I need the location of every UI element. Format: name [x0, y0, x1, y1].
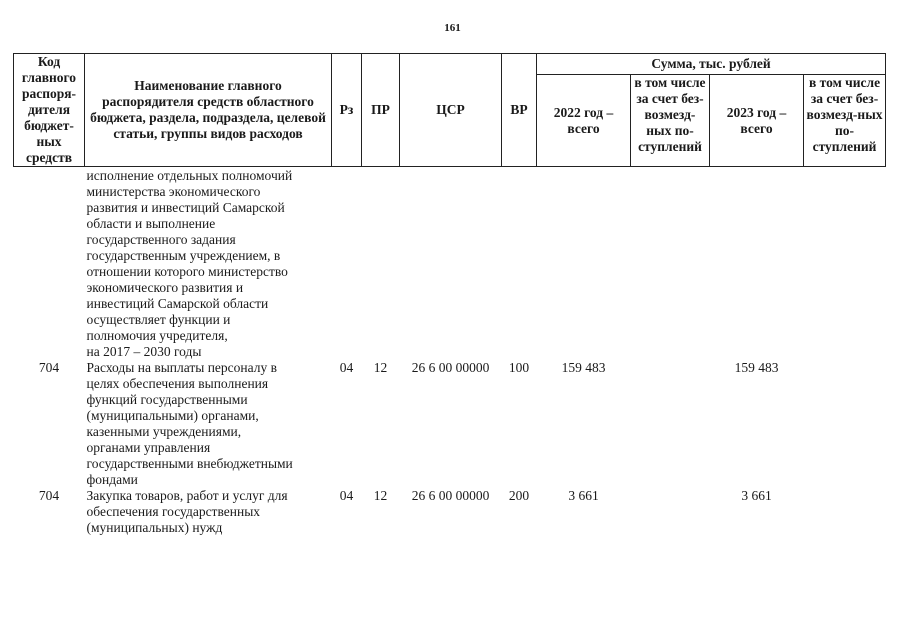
- cell-vr: 100: [508, 360, 530, 375]
- cell-2023-gratis: [804, 360, 886, 488]
- header-2023-total: 2023 год – всего: [710, 75, 804, 167]
- cell-name: Закупка товаров, работ и услуг для обеспечения государственных (муниципальных) нужд: [86, 488, 288, 535]
- cell-pr: 12: [373, 488, 388, 503]
- cell-csr: 26 6 00 00000: [411, 488, 490, 503]
- header-2022-gratis: в том числе за счет без-возмезд-ных по-ступлений: [631, 75, 710, 167]
- table-row: [14, 488, 886, 536]
- continuation-row: [14, 167, 886, 361]
- header-2023-gratis: в том числе за счет без-возмезд-ных по-ступлений: [804, 75, 886, 167]
- header-code: Код главного распоря-дителя бюджет-ных средств: [14, 54, 85, 167]
- cell-pr: 12: [373, 360, 388, 375]
- header-csr: ЦСР: [400, 54, 502, 167]
- cell-csr: 26 6 00 00000: [411, 360, 490, 375]
- cell-rz: 04: [339, 488, 354, 503]
- page-number: 161: [444, 22, 461, 34]
- cell-2022-total: 159 483: [561, 360, 606, 375]
- cell-2022-total: 3 661: [568, 488, 599, 503]
- cell-rz: 04: [339, 360, 354, 375]
- budget-table: [13, 53, 886, 536]
- cell-code: 704: [38, 360, 60, 375]
- header-sum-group: Сумма, тыс. рублей: [537, 54, 886, 75]
- cell-2023-gratis: [804, 488, 886, 536]
- cell-code: 704: [38, 488, 60, 503]
- header-2022-total: 2022 год – всего: [537, 75, 631, 167]
- table-body: [14, 167, 886, 537]
- cell-2023-total: 159 483: [734, 360, 779, 375]
- cell-2022-gratis: [631, 488, 710, 536]
- cell-vr: 200: [508, 488, 530, 503]
- cell-2023-total: 3 661: [741, 488, 772, 503]
- table-row: [14, 360, 886, 488]
- cell-name: Расходы на выплаты персоналу в целях обеспечения выполнения функций государственными (муниципальными) органами, казенными учреждениями, органами управления государственными внебюджетными фондами: [86, 360, 293, 487]
- header-pr: ПР: [362, 54, 400, 167]
- table-header: [14, 54, 886, 167]
- header-vr: ВР: [502, 54, 537, 167]
- cell-2022-gratis: [631, 360, 710, 488]
- continuation-text: исполнение отдельных полномочий министерства экономического развития и инвестиций Самарской области и выполнение государственного задания государственным учреждением, в отношении которого министерство экономического развития и инвестиций Самарской области осуществляет функции и полномочия учредителя, на 2017 – 2030 годы: [86, 168, 293, 359]
- header-rz: Рз: [332, 54, 362, 167]
- header-name: Наименование главного распорядителя средств областного бюджета, раздела, подраздела, целевой статьи, группы видов расходов: [85, 54, 332, 167]
